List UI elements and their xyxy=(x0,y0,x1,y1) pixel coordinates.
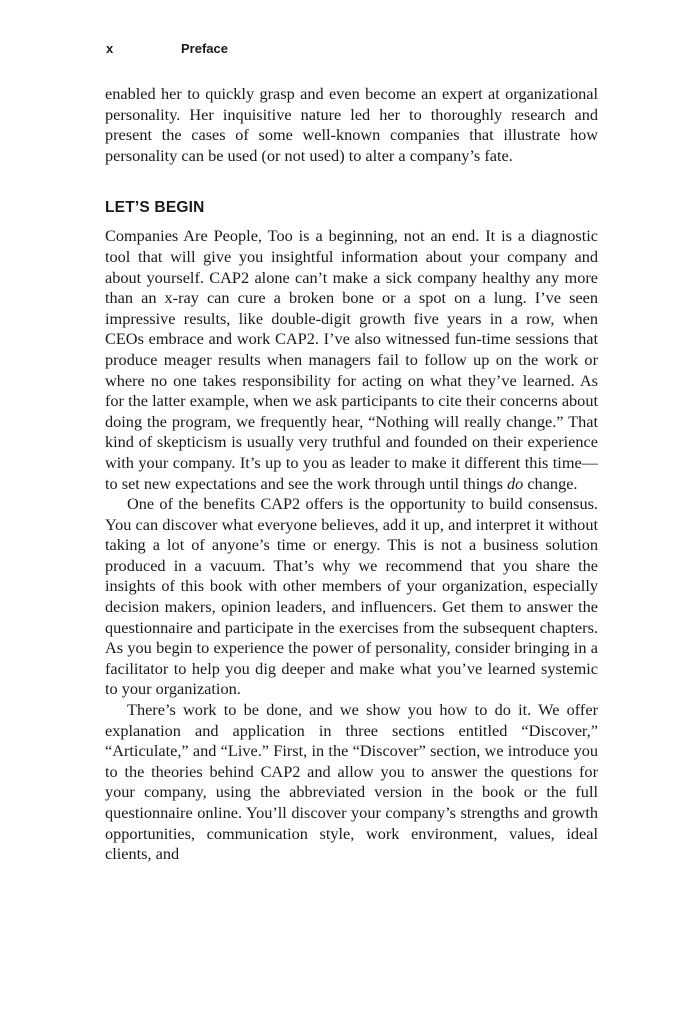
running-title: Preface xyxy=(181,41,228,56)
paragraph-1-emphasis: do xyxy=(506,473,524,493)
paragraph-1-text: Companies Are People, Too is a beginning, not an end. It is a diagnostic tool that will give you insightful information about your company and about yourself. CAP2 alone can’t make a sick company healthy any more than an x-ray can cure a broken bone or a spot on a lung. I’ve seen impressive results, like double-digit growth five years in a row, when CEOs embrace and work CAP2. I’ve also witnessed fun-time sessions that produce meager results when managers fail to follow up on the work or where no one takes responsibility for acting on what they’ve learned. As for the latter example, when we ask participants to cite their concerns about doing the program, we frequently hear, “Nothing will really change.” That kind of skepticism is usually very truthful and founded on their experience with your company. It’s up to you as leader to make it different this time—to set new expectations and see the work through until things xyxy=(105,226,598,493)
paragraph-work-to-be-done: There’s work to be done, and we show you how to do it. We offer explanation and application in three sections entitled “Discover,” “Articulate,” and “Live.” First, in the “Discover” section, we introduce you to the theories behind CAP2 and allow you to answer the questions for your company, using the abbreviated version in the book or the full questionnaire online. You’ll discover your company’s strengths and growth opportunities, communication style, work environment, values, ideal clients, and xyxy=(105,700,598,864)
paragraph-companies-are-people xyxy=(105,226,598,494)
running-head xyxy=(106,41,228,57)
paragraph-1-text-end: change. xyxy=(523,473,578,493)
paragraph-benefits: One of the benefits CAP2 offers is the opportunity to build consensus. You can discover what everyone believes, add it up, and interpret it without taking a lot of anyone’s time or energy. This is not a business solution produced in a vacuum. That’s why we recommend that you share the insights of this book with other members of your organization, especially decision makers, opinion leaders, and influencers. Get them to answer the questionnaire and participate in the exercises from the subsequent chapters. As you begin to experience the power of personality, consider bringing in a facilitator to help you dig deeper and make what you’ve learned systemic to your organization. xyxy=(105,494,598,699)
page-number: x xyxy=(106,41,114,56)
intro-paragraph: enabled her to quickly grasp and even become an expert at organizational personality. Her inquisitive nature led her to thoroughly research and present the cases of some well-known companies that illustrate how personality can be used (or not used) to alter a company’s fate. xyxy=(105,84,598,165)
body-text xyxy=(105,84,598,865)
section-heading: LET’S BEGIN xyxy=(105,199,205,217)
